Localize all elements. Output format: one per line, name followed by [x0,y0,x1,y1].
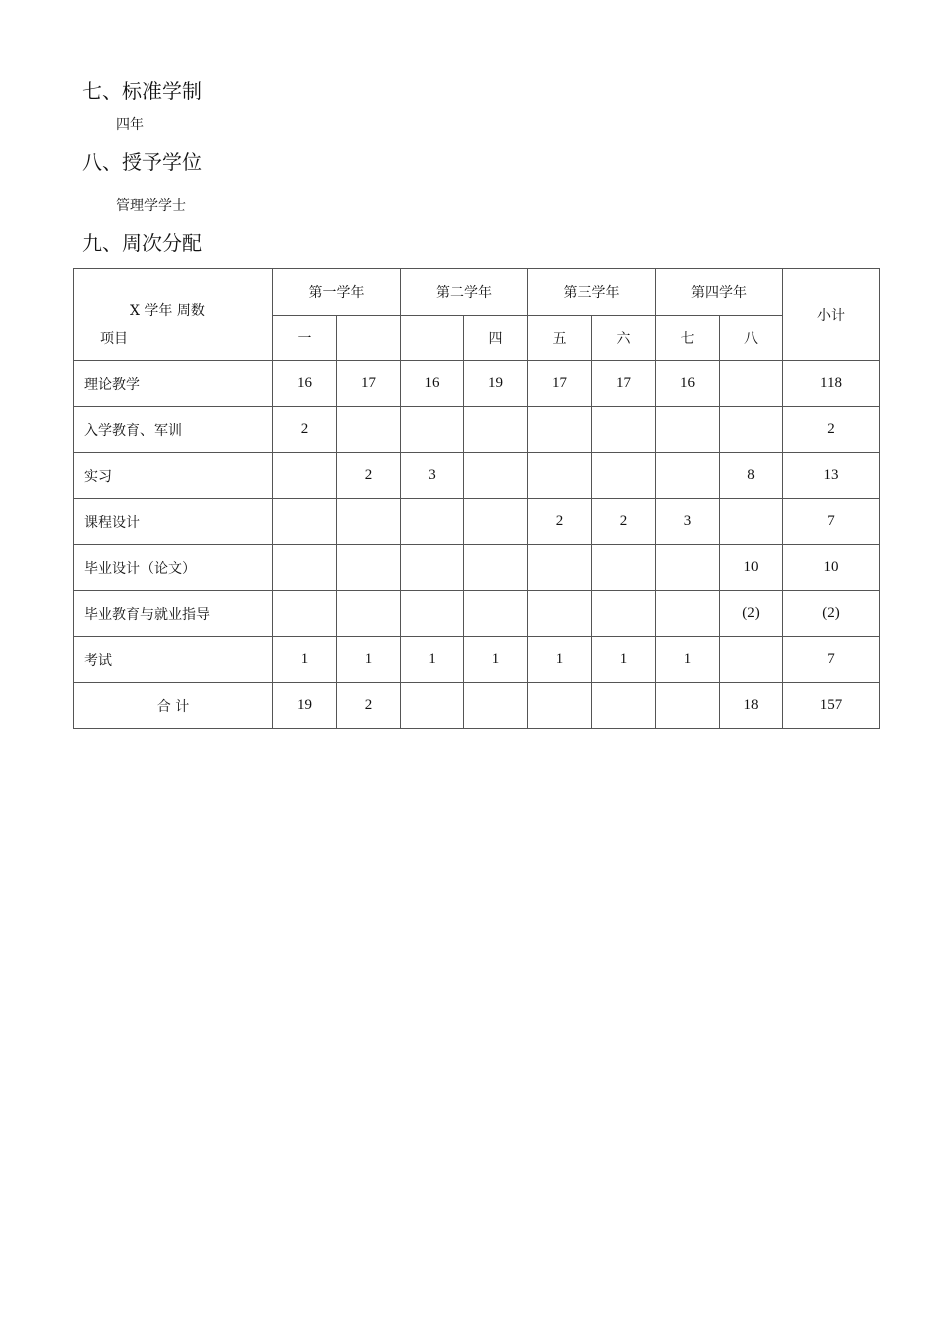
week-cell [720,499,783,545]
total-cell [592,683,656,729]
week-cell: 1 [464,637,528,683]
row-label: 考试 [74,637,273,683]
row-subtotal-cell: 2 [783,407,880,453]
week-cell [720,407,783,453]
year-header-1: 第一学年 [273,269,401,316]
week-cell: 1 [401,637,464,683]
year-header-2: 第二学年 [401,269,528,316]
total-cell [401,683,464,729]
week-cell: 1 [337,637,401,683]
corner-header-bottom: 项目 [100,330,128,347]
week-cell [273,591,337,637]
section-heading-weeks: 九、周次分配 [82,231,202,255]
week-cell [464,407,528,453]
week-cell: 3 [401,453,464,499]
week-cell [656,407,720,453]
table-row [74,361,880,407]
week-cell [464,499,528,545]
week-cell: 2 [592,499,656,545]
semester-header-5: 五 [528,316,592,361]
table-row [74,407,880,453]
table-row [74,453,880,499]
semester-header-3 [401,316,464,361]
total-cell [464,683,528,729]
week-cell [337,545,401,591]
row-subtotal-cell: 10 [783,545,880,591]
total-cell: 18 [720,683,783,729]
week-cell [273,545,337,591]
table-row [74,545,880,591]
week-cell: (2) [720,591,783,637]
total-cell: 2 [337,683,401,729]
row-subtotal-cell: 7 [783,499,880,545]
week-cell [656,591,720,637]
week-cell: 17 [592,361,656,407]
week-allocation-table [73,268,880,729]
row-subtotal-cell: 7 [783,637,880,683]
week-cell [592,545,656,591]
table-header-row [74,269,880,316]
week-cell: 16 [656,361,720,407]
total-row-label: 合 计 [74,683,273,729]
year-header-4: 第四学年 [656,269,783,316]
semester-header-1: 一 [273,316,337,361]
week-cell: 2 [273,407,337,453]
week-cell: 3 [656,499,720,545]
week-cell [592,407,656,453]
week-cell [656,453,720,499]
total-cell: 19 [273,683,337,729]
week-cell [528,545,592,591]
week-cell: 10 [720,545,783,591]
semester-header-2 [337,316,401,361]
table-total-row [74,683,880,729]
duration-value: 四年 [116,117,144,133]
week-cell [528,407,592,453]
week-cell: 2 [337,453,401,499]
degree-value: 管理学学士 [116,198,186,214]
week-cell: 1 [273,637,337,683]
week-cell [592,453,656,499]
semester-header-8: 八 [720,316,783,361]
week-cell: 16 [401,361,464,407]
table-row [74,591,880,637]
week-cell [464,591,528,637]
subtotal-header: 小计 [783,269,880,361]
year-header-3: 第三学年 [528,269,656,316]
week-cell: 1 [528,637,592,683]
row-subtotal-cell: (2) [783,591,880,637]
row-label: 理论教学 [74,361,273,407]
semester-header-4: 四 [464,316,528,361]
week-cell: 1 [592,637,656,683]
week-cell [273,499,337,545]
week-cell: 16 [273,361,337,407]
grand-total-cell: 157 [783,683,880,729]
week-cell [528,591,592,637]
semester-header-7: 七 [656,316,720,361]
row-label: 课程设计 [74,499,273,545]
row-subtotal-cell: 13 [783,453,880,499]
week-cell [401,407,464,453]
week-cell: 17 [337,361,401,407]
week-cell [464,545,528,591]
week-cell [401,545,464,591]
week-cell [273,453,337,499]
week-cell [656,545,720,591]
week-cell [401,499,464,545]
section-heading-degree: 八、授予学位 [82,150,202,174]
total-cell [656,683,720,729]
semester-header-6: 六 [592,316,656,361]
table-row [74,637,880,683]
week-cell: 2 [528,499,592,545]
week-cell: 19 [464,361,528,407]
week-cell: 17 [528,361,592,407]
week-cell [528,453,592,499]
table-row [74,499,880,545]
week-cell [720,637,783,683]
row-label: 入学教育、军训 [74,407,273,453]
week-cell [337,499,401,545]
week-cell [337,591,401,637]
week-cell [401,591,464,637]
week-cell [592,591,656,637]
row-label: 毕业设计（论文） [74,545,273,591]
week-cell [464,453,528,499]
total-cell [528,683,592,729]
row-subtotal-cell: 118 [783,361,880,407]
week-cell [720,361,783,407]
corner-header-top: X 学年 周数 [130,302,205,319]
row-label: 实习 [74,453,273,499]
section-heading-duration: 七、标准学制 [82,79,202,103]
row-label: 毕业教育与就业指导 [74,591,273,637]
week-cell: 8 [720,453,783,499]
week-cell: 1 [656,637,720,683]
corner-header-cell [74,269,273,361]
week-cell [337,407,401,453]
